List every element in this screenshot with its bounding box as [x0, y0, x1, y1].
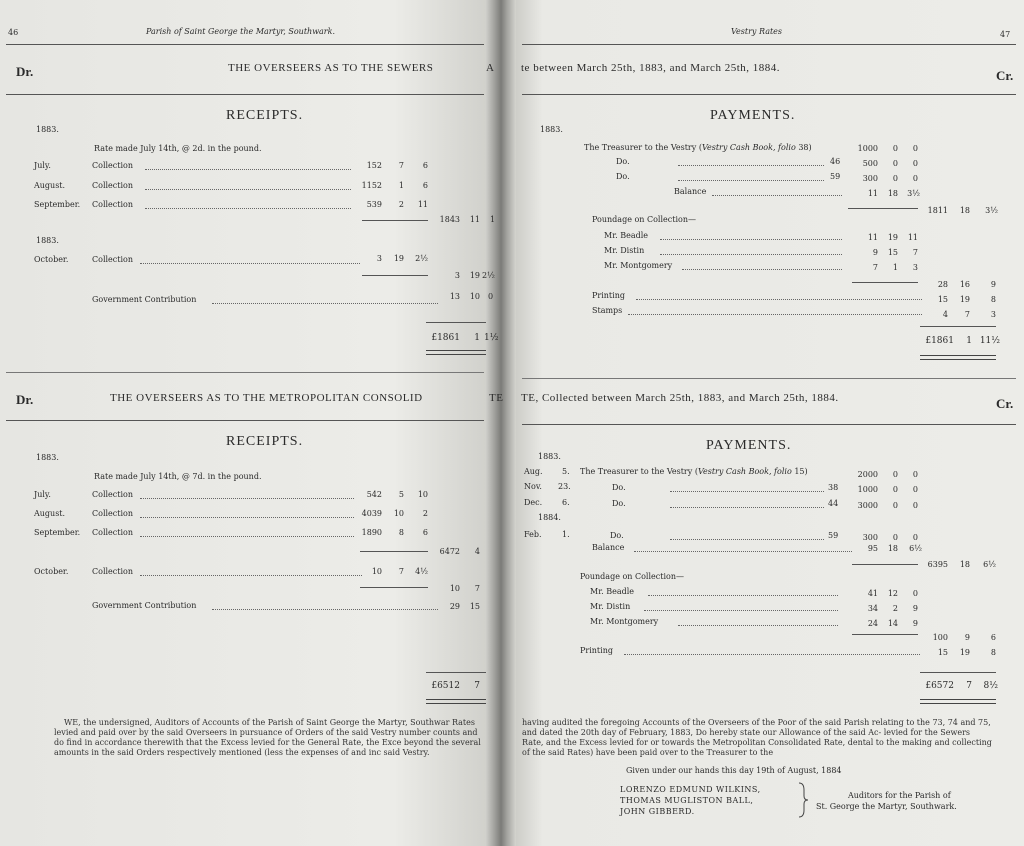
subtotal-pounds: 6472: [439, 547, 460, 556]
subtotal-pounds: 28: [937, 280, 948, 289]
amount-pounds: 152: [366, 161, 382, 170]
amount-pounds: 300: [862, 533, 878, 542]
metro-rate-note: Rate made July 14th, @ 7d. in the pound.: [94, 472, 262, 481]
payment-date-month: Dec.: [524, 498, 543, 507]
auditor-name: JOHN GIBBERD.: [620, 807, 695, 816]
subtotal-shillings: 19: [469, 271, 480, 280]
amount-pounds: 24: [867, 619, 878, 628]
subtotal-shillings: 11: [469, 215, 480, 224]
amount-shillings: 0: [892, 501, 898, 510]
payment-date-month: Feb.: [524, 530, 542, 539]
leader-dots: [648, 595, 838, 596]
subtotal-rule: [852, 282, 918, 283]
sewers-payments-total-shillings: 1: [966, 336, 972, 346]
amount-shillings: 1: [398, 181, 404, 190]
amount-pence: 10: [417, 490, 428, 499]
metro-receipts-heading: RECEIPTS.: [226, 434, 304, 449]
leader-dots: [712, 195, 842, 196]
metro-payments-total-pounds: £6572: [925, 681, 954, 691]
amount-pence: 0: [912, 470, 918, 479]
amount-shillings: 2: [892, 604, 898, 613]
sewers-payments-total-pence: 11½: [979, 336, 1000, 346]
amount-shillings: 7: [964, 310, 970, 319]
amount-pence: 2: [422, 509, 428, 518]
amount-shillings: 0: [892, 470, 898, 479]
amount-pence: 6: [422, 161, 428, 170]
subtotal-pence: 3½: [985, 206, 998, 215]
amount-pounds: 13: [449, 292, 460, 301]
metro-cr: Cr.: [996, 396, 1014, 411]
leader-dots: [140, 575, 362, 576]
payment-label: Do.: [612, 483, 626, 492]
amount-pence: 6: [422, 181, 428, 190]
payment-label: Do.: [616, 172, 630, 181]
subtotal-rule: [852, 564, 918, 565]
header-rule-right: [522, 44, 1016, 45]
leader-dots: [140, 263, 360, 264]
subtotal-pence: 1: [490, 215, 496, 224]
amount-shillings: 18: [887, 189, 898, 198]
sewers-rule-left: [6, 94, 484, 95]
sewers-receipts-heading: RECEIPTS.: [226, 108, 304, 123]
amount-shillings: 7: [398, 161, 404, 170]
treasurer-label: The Treasurer to the Vestry (Vestry Cash Book, folio 38): [584, 143, 812, 152]
sewers-receipt-label: Collection: [92, 161, 134, 170]
subtotal-shillings: 4: [474, 547, 480, 556]
collector-name: Mr. Montgomery: [590, 617, 659, 626]
amount-pence: 0: [488, 292, 494, 301]
metro-title-left: THE OVERSEERS AS TO THE METROPOLITAN CONSOLID: [110, 392, 423, 404]
sewers-receipt-month: September.: [34, 200, 81, 209]
folio-number: 59: [830, 172, 841, 181]
metro-title-right: TE, Collected between March 25th, 1883, and March 25th, 1884.: [521, 392, 839, 404]
metro-receipt-month: October.: [34, 567, 69, 576]
auditors-role-line2: St. George the Martyr, Southwark.: [816, 802, 957, 811]
payment-date-day: 6.: [562, 498, 570, 507]
metro-title-gutter: TE: [489, 392, 504, 404]
sewers-receipt-month: August.: [34, 181, 66, 190]
payment-label: Do.: [610, 531, 624, 540]
amount-pence: 0: [912, 159, 918, 168]
metro-receipts-total-shillings: 7: [474, 681, 480, 691]
sewers-receipt-month: July.: [34, 161, 51, 170]
amount-shillings: 12: [887, 589, 898, 598]
amount-pence: 4½: [415, 567, 428, 576]
amount-shillings: 8: [398, 528, 404, 537]
metro-receipt-label: Collection: [92, 567, 134, 576]
collector-name: Mr. Distin: [604, 246, 645, 255]
book-gutter: [486, 0, 516, 846]
collector-name: Mr. Distin: [590, 602, 631, 611]
sewers-payments-total-pounds: £1861: [925, 336, 954, 346]
subtotal-shillings: 9: [964, 633, 970, 642]
amount-pence: 9: [912, 604, 918, 613]
metro-rule-right: [522, 424, 1016, 425]
sewers-cr: Cr.: [996, 68, 1014, 83]
amount-pounds: 4039: [361, 509, 382, 518]
sewers-receipts-year2: 1883.: [36, 236, 59, 245]
subtotal-pounds: 100: [932, 633, 948, 642]
payment-label: Do.: [616, 157, 630, 166]
metro-payments-total-pence: 8½: [983, 681, 998, 691]
amount-pounds: 11: [867, 189, 878, 198]
leader-dots: [670, 507, 824, 508]
header-rule-left: [6, 44, 484, 45]
leader-dots: [678, 165, 824, 166]
govt-contribution-label: Government Contribution: [92, 295, 197, 304]
stamps-label: Stamps: [592, 306, 623, 315]
amount-shillings: 15: [887, 248, 898, 257]
amount-pounds: 95: [867, 544, 878, 553]
amount-pounds: 15: [937, 648, 948, 657]
sewers-receipts-total-pence: 1½: [484, 333, 499, 343]
amount-pounds: 9: [872, 248, 878, 257]
amount-pence: 8: [990, 648, 996, 657]
poundage-title: Poundage on Collection—: [592, 215, 696, 224]
sewers-receipts-year: 1883.: [36, 125, 59, 134]
metro-receipt-label: Collection: [92, 509, 134, 518]
page-number-left: 46: [8, 28, 19, 37]
leader-dots: [140, 536, 354, 537]
section-divider-left: [6, 372, 484, 373]
metro-payments-year2: 1884.: [538, 513, 561, 522]
amount-shillings: 10: [469, 292, 480, 301]
amount-shillings: 0: [892, 144, 898, 153]
amount-shillings: 19: [393, 254, 404, 263]
balance-label: Balance: [592, 543, 625, 552]
amount-pence: 0: [912, 501, 918, 510]
subtotal-pounds: 10: [449, 584, 460, 593]
auditors-statement-right: having audited the foregoing Accounts of the Overseers of the Poor of the said Parish relating to the 73, 74 and 75, and dated the 20th day of February, 1883, Do hereby state our Allowance of the said Ac- levied for the Sewers Rate, and the Excess levied for or towards the Metropolitan Consolidated Rate, dental to the making and collecting of the said Rates) have been paid over to the Treasurer to the: [522, 718, 992, 757]
amount-pounds: 2000: [857, 470, 878, 479]
leader-dots: [636, 299, 922, 300]
total-double-rule: [426, 699, 486, 704]
total-rule: [920, 326, 996, 327]
leader-dots: [670, 539, 824, 540]
sewers-receipt-label: Collection: [92, 200, 134, 209]
amount-shillings: 1: [892, 263, 898, 272]
amount-pence: 0: [912, 533, 918, 542]
amount-pence: 7: [912, 248, 918, 257]
subtotal-pounds: 6395: [927, 560, 948, 569]
treasurer-label: The Treasurer to the Vestry (Vestry Cash Book, folio 15): [580, 467, 808, 476]
sewers-receipts-total-pounds: £1861: [431, 333, 460, 343]
subtotal-rule: [362, 275, 428, 276]
metro-rule-left: [6, 420, 484, 421]
amount-pounds: 7: [872, 263, 878, 272]
total-double-rule: [920, 355, 996, 360]
metro-receipt-label: Collection: [92, 528, 134, 537]
sewers-title-left: THE OVERSEERS AS TO THE SEWERS: [228, 62, 434, 74]
amount-pounds: 1890: [361, 528, 382, 537]
sewers-rate-note: Rate made July 14th, @ 2d. in the pound.: [94, 144, 262, 153]
subtotal-rule: [360, 587, 428, 588]
sewers-receipt-label: Collection: [92, 255, 134, 264]
amount-shillings: 0: [892, 159, 898, 168]
running-head-right: Vestry Rates: [731, 27, 783, 36]
folio-number: 38: [828, 483, 839, 492]
leader-dots: [678, 625, 838, 626]
folio-number: 44: [828, 499, 839, 508]
payment-date-day: 1.: [562, 530, 570, 539]
amount-pounds: 1000: [857, 485, 878, 494]
amount-pence: 3: [912, 263, 918, 272]
total-double-rule: [920, 699, 996, 704]
amount-pounds: 4: [942, 310, 948, 319]
amount-pounds: 10: [371, 567, 382, 576]
amount-pounds: 15: [937, 295, 948, 304]
total-rule: [426, 672, 486, 673]
amount-pounds: 300: [862, 174, 878, 183]
metro-receipt-month: July.: [34, 490, 51, 499]
leader-dots: [145, 189, 351, 190]
subtotal-pence: 9: [990, 280, 996, 289]
leader-dots: [682, 269, 842, 270]
payment-date-day: 5.: [562, 467, 570, 476]
sewers-receipt-label: Collection: [92, 181, 134, 190]
sewers-payments-year: 1883.: [540, 125, 563, 134]
metro-receipt-month: August.: [34, 509, 66, 518]
leader-dots: [678, 180, 824, 181]
running-head-left: Parish of Saint George the Martyr, Southwark.: [146, 27, 336, 36]
amount-pounds: 34: [867, 604, 878, 613]
sewers-title-gutter: A: [486, 62, 495, 74]
metro-receipts-total-pounds: £6512: [431, 681, 460, 691]
brace-icon: [796, 782, 810, 818]
subtotal-pounds: 3: [454, 271, 460, 280]
amount-pounds: 29: [449, 602, 460, 611]
amount-shillings: 0: [892, 533, 898, 542]
collector-name: Mr. Beadle: [590, 587, 635, 596]
amount-shillings: 14: [887, 619, 898, 628]
amount-pounds: 3: [376, 254, 382, 263]
amount-pounds: 41: [867, 589, 878, 598]
amount-pounds: 539: [366, 200, 382, 209]
leader-dots: [140, 517, 354, 518]
section-divider-right: [522, 378, 1016, 379]
total-rule: [920, 672, 996, 673]
subtotal-pence: 6½: [983, 560, 996, 569]
amount-pounds: 542: [366, 490, 382, 499]
amount-shillings: 2: [398, 200, 404, 209]
leader-dots: [634, 551, 852, 552]
amount-pounds: 1000: [857, 144, 878, 153]
amount-pounds: 3000: [857, 501, 878, 510]
amount-pounds: 500: [862, 159, 878, 168]
subtotal-shillings: 16: [959, 280, 970, 289]
amount-shillings: 7: [398, 567, 404, 576]
amount-pence: 11: [417, 200, 428, 209]
poundage-title: Poundage on Collection—: [580, 572, 684, 581]
sewers-rule-right: [522, 94, 1016, 95]
metro-payments-heading: PAYMENTS.: [706, 438, 792, 453]
leader-dots: [212, 609, 438, 610]
auditor-name: LORENZO EDMUND WILKINS,: [620, 785, 761, 794]
given-under-hands: Given under our hands this day 19th of August, 1884: [626, 766, 842, 775]
collector-name: Mr. Montgomery: [604, 261, 673, 270]
subtotal-shillings: 18: [959, 206, 970, 215]
amount-pence: 11: [907, 233, 918, 242]
subtotal-rule: [362, 220, 428, 221]
subtotal-rule: [852, 634, 918, 635]
folio-number: 59: [828, 531, 839, 540]
metro-payments-total-shillings: 7: [966, 681, 972, 691]
leader-dots: [628, 314, 922, 315]
amount-pence: 0: [912, 589, 918, 598]
leader-dots: [660, 239, 842, 240]
subtotal-pounds: 1811: [927, 206, 948, 215]
sewers-payments-heading: PAYMENTS.: [710, 108, 796, 123]
payment-date-day: 23.: [558, 482, 571, 491]
payment-label: Do.: [612, 499, 626, 508]
amount-shillings: 19: [959, 295, 970, 304]
leader-dots: [644, 610, 838, 611]
total-double-rule: [426, 350, 486, 355]
leader-dots: [145, 208, 351, 209]
amount-shillings: 5: [398, 490, 404, 499]
leader-dots: [660, 254, 842, 255]
auditors-statement-left: WE, the undersigned, Auditors of Accounts of the Parish of Saint George the Martyr, Southwar Rates levied and paid over by the said Overseers in pursuance of Orders of the said Vestry number counts and do find in accordance therewith that the Excess levied for the General Rate, the Exce beyond the several amounts in the said Orders respectively mentioned (less the expenses of and inc said Vestry.: [54, 718, 481, 757]
amount-pence: 6: [422, 528, 428, 537]
amount-pence: 9: [912, 619, 918, 628]
govt-contribution-label: Government Contribution: [92, 601, 197, 610]
folio-number: 46: [830, 157, 841, 166]
amount-shillings: 10: [393, 509, 404, 518]
metro-receipt-label: Collection: [92, 490, 134, 499]
sewers-receipt-month: October.: [34, 255, 69, 264]
metro-receipt-month: September.: [34, 528, 81, 537]
subtotal-shillings: 18: [959, 560, 970, 569]
amount-shillings: 18: [887, 544, 898, 553]
payment-date-month: Aug.: [524, 467, 543, 476]
amount-pence: 8: [990, 295, 996, 304]
leader-dots: [145, 169, 351, 170]
printing-label: Printing: [592, 291, 625, 300]
leader-dots: [670, 491, 824, 492]
amount-pence: 3: [990, 310, 996, 319]
subtotal-rule: [848, 208, 918, 209]
sewers-title-right: te between March 25th, 1883, and March 25th, 1884.: [521, 62, 780, 74]
balance-label: Balance: [674, 187, 707, 196]
sewers-dr: Dr.: [16, 64, 34, 79]
amount-pence: 0: [912, 174, 918, 183]
amount-pence: 0: [912, 485, 918, 494]
page-number-right: 47: [1000, 30, 1011, 39]
metro-payments-year: 1883.: [538, 452, 561, 461]
amount-pence: 3½: [907, 189, 920, 198]
printing-label: Printing: [580, 646, 613, 655]
amount-shillings: 0: [892, 485, 898, 494]
amount-pence: 2½: [415, 254, 428, 263]
leader-dots: [624, 654, 920, 655]
leader-dots: [140, 498, 354, 499]
subtotal-pence: 6: [990, 633, 996, 642]
amount-pence: 0: [912, 144, 918, 153]
subtotal-pence: 2½: [482, 271, 495, 280]
auditor-name: THOMAS MUGLISTON BALL,: [620, 796, 754, 805]
metro-receipts-year: 1883.: [36, 453, 59, 462]
subtotal-shillings: 7: [474, 584, 480, 593]
amount-shillings: 19: [887, 233, 898, 242]
amount-pounds: 11: [867, 233, 878, 242]
amount-pence: 6½: [909, 544, 922, 553]
amount-shillings: 19: [959, 648, 970, 657]
leader-dots: [212, 303, 438, 304]
sewers-receipts-total-shillings: 1: [474, 333, 480, 343]
total-rule: [426, 322, 486, 323]
subtotal-pounds: 1843: [439, 215, 460, 224]
amount-pounds: 1152: [361, 181, 382, 190]
auditors-role-line1: Auditors for the Parish of: [848, 791, 951, 800]
metro-dr: Dr.: [16, 392, 34, 407]
payment-date-month: Nov.: [524, 482, 542, 491]
amount-shillings: 0: [892, 174, 898, 183]
subtotal-rule: [360, 551, 428, 552]
amount-shillings: 15: [469, 602, 480, 611]
collector-name: Mr. Beadle: [604, 231, 649, 240]
